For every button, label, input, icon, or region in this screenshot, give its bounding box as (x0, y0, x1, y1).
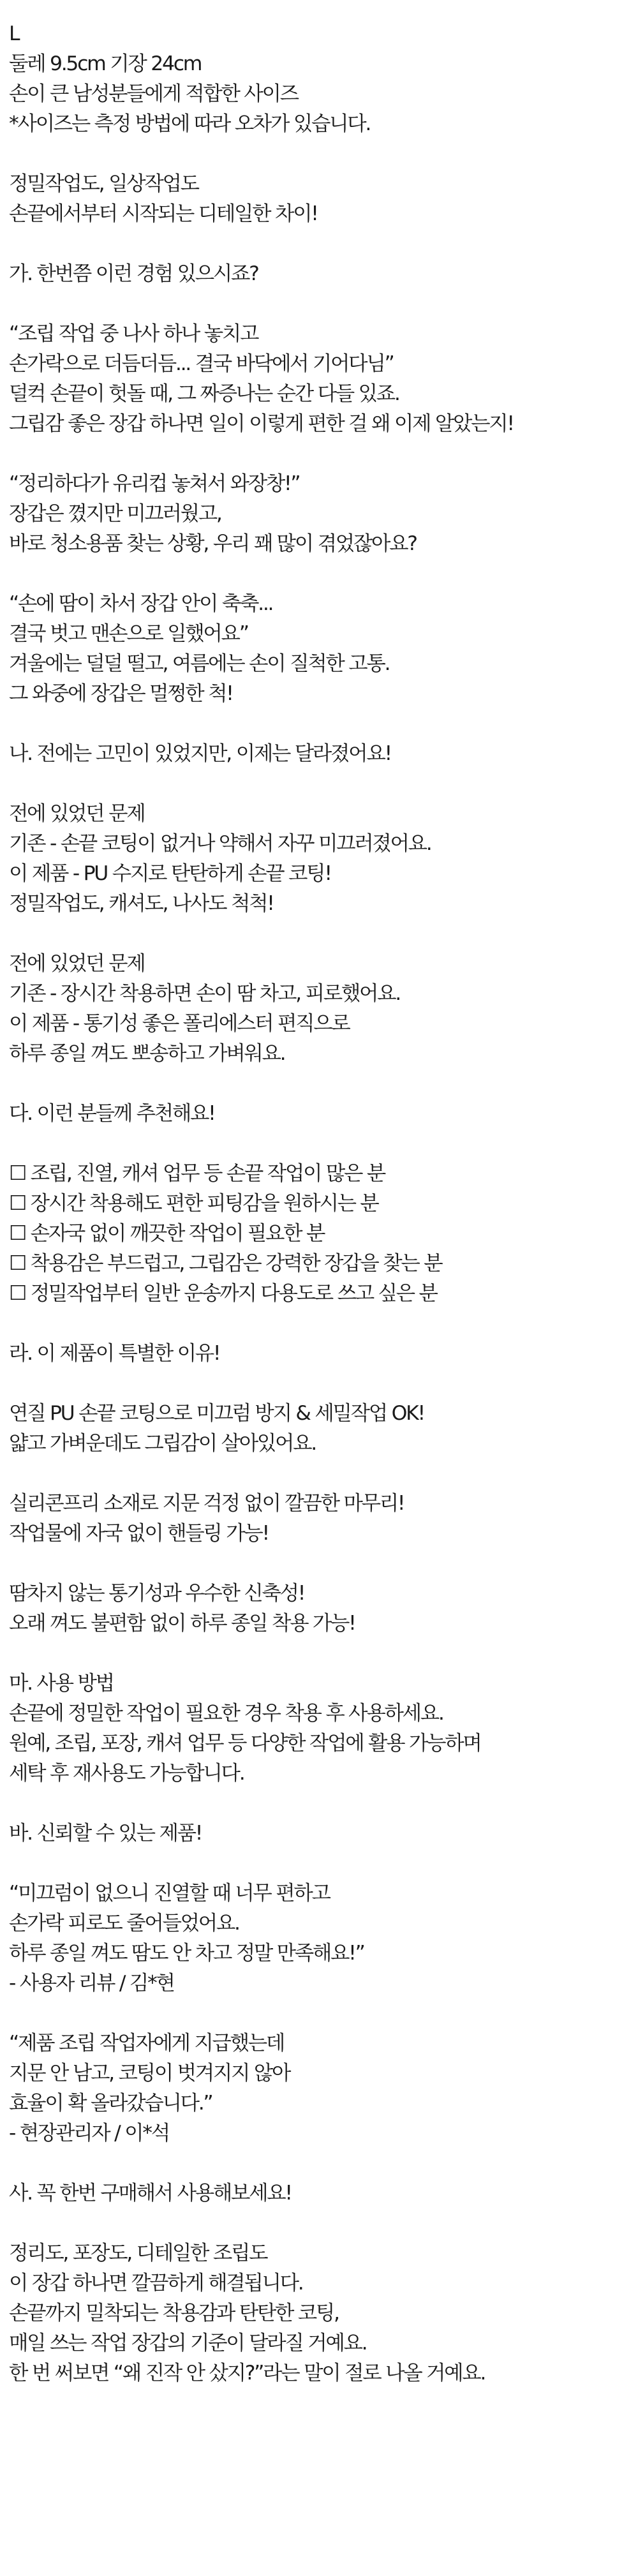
text-paragraph (9, 1159, 638, 1309)
text-paragraph (9, 2238, 638, 2388)
text-line: 한 번 써보면 “왜 진작 안 샀지?”라는 말이 절로 나올 거예요. (9, 2362, 486, 2385)
text-paragraph (9, 949, 638, 1069)
text-paragraph (9, 2029, 638, 2148)
text-line: ☐ 조립, 진열, 캐셔 업무 등 손끝 작업이 많은 분 (9, 1162, 385, 1185)
text-line: 기존 - 손끝 코팅이 없거나 약해서 자꾸 미끄러졌어요. (9, 832, 431, 855)
text-paragraph (9, 1489, 638, 1549)
text-line: ☐ 손자국 없이 깨끗한 작업이 필요한 분 (9, 1222, 325, 1245)
text-line: 바로 청소용품 찾는 상황, 우리 꽤 많이 겪었잖아요? (9, 532, 417, 555)
text-line: ☐ 장시간 착용해도 편한 피팅감을 원하시는 분 (9, 1192, 378, 1215)
text-line: 작업물에 자국 없이 핸들링 가능! (9, 1522, 269, 1545)
text-line: 결국 벗고 맨손으로 일했어요” (9, 622, 248, 645)
text-line: “제품 조립 작업자에게 지급했는데 (9, 2032, 284, 2055)
text-line: 이 장갑 하나면 깔끔하게 해결됩니다. (9, 2272, 303, 2295)
text-line: 이 제품 - 통기성 좋은 폴리에스터 편직으로 (9, 1012, 350, 1035)
text-line: “손에 땀이 차서 장갑 안이 축축... (9, 592, 273, 615)
text-paragraph (9, 1819, 638, 1849)
text-paragraph (9, 589, 638, 709)
text-line: 사. 꼭 한번 구매해서 사용해보세요! (9, 2182, 292, 2205)
text-line: 실리콘프리 소재로 지문 걱정 없이 깔끔한 마무리! (9, 1492, 404, 1515)
text-line: - 사용자 리뷰 / 김*현 (9, 1972, 174, 1995)
text-paragraph (9, 1669, 638, 1789)
text-line: 전에 있었던 문제 (9, 952, 145, 975)
text-line: 오래 껴도 불편함 없이 하루 종일 착용 가능! (9, 1612, 355, 1635)
text-line: 얇고 가벼운데도 그립감이 살아있어요. (9, 1432, 316, 1455)
text-paragraph (9, 469, 638, 559)
text-line: 매일 쓰는 작업 장갑의 기준이 달라질 거예요. (9, 2332, 367, 2355)
text-line: 정리도, 포장도, 디테일한 조립도 (9, 2242, 267, 2265)
text-line: 가. 한번쯤 이런 경험 있으시죠? (9, 262, 258, 285)
text-line: 다. 이런 분들께 추천해요! (9, 1102, 215, 1125)
text-line: 지문 안 남고, 코팅이 벗겨지지 않아 (9, 2062, 290, 2085)
text-paragraph (9, 19, 638, 139)
text-line: ☐ 착용감은 부드럽고, 그립감은 강력한 장갑을 찾는 분 (9, 1252, 442, 1275)
text-line: 원예, 조립, 포장, 캐셔 업무 등 다양한 작업에 활용 가능하며 (9, 1732, 481, 1755)
text-line: 그립감 좋은 장갑 하나면 일이 이렇게 편한 걸 왜 이제 알았는지! (9, 412, 514, 435)
text-line: 덜컥 손끝이 헛돌 때, 그 짜증나는 순간 다들 있죠. (9, 382, 399, 405)
text-line: 그 와중에 장갑은 멀쩡한 척! (9, 682, 233, 705)
text-paragraph (9, 1579, 638, 1639)
text-line: “조립 작업 중 나사 하나 놓치고 (9, 322, 258, 345)
text-line: “미끄럼이 없으니 진열할 때 너무 편하고 (9, 1882, 330, 1905)
text-paragraph (9, 319, 638, 439)
text-line: - 현장관리자 / 이*석 (9, 2122, 169, 2145)
text-line: 장갑은 꼈지만 미끄러웠고, (9, 502, 221, 525)
text-line: 정밀작업도, 일상작업도 (9, 172, 198, 195)
text-line: 마. 사용 방법 (9, 1672, 114, 1695)
text-line: 겨울에는 덜덜 떨고, 여름에는 손이 질척한 고통. (9, 652, 390, 675)
text-line: *사이즈는 측정 방법에 따라 오차가 있습니다. (9, 112, 371, 135)
text-line: 하루 종일 껴도 땀도 안 차고 정말 만족해요!” (9, 1942, 364, 1965)
text-line: 하루 종일 껴도 뽀송하고 가벼워요. (9, 1042, 285, 1065)
text-line: 전에 있었던 문제 (9, 802, 145, 825)
text-line: 정밀작업도, 캐셔도, 나사도 척척! (9, 892, 274, 915)
text-paragraph (9, 1879, 638, 1999)
text-line: 손가락으로 더듬더듬... 결국 바닥에서 기어다님” (9, 352, 394, 375)
text-line: 손가락 피로도 줄어들었어요. (9, 1912, 239, 1935)
text-line: L (9, 22, 19, 45)
text-line: 나. 전에는 고민이 있었지만, 이제는 달라졌어요! (9, 742, 391, 765)
text-paragraph (9, 1399, 638, 1459)
text-paragraph (9, 739, 638, 769)
text-paragraph (9, 169, 638, 229)
text-paragraph (9, 1099, 638, 1129)
text-line: 세탁 후 재사용도 가능합니다. (9, 1762, 244, 1785)
text-line: 연질 PU 손끝 코팅으로 미끄럼 방지 & 세밀작업 OK! (9, 1402, 424, 1425)
text-paragraph (9, 799, 638, 919)
text-line: 바. 신뢰할 수 있는 제품! (9, 1822, 202, 1845)
text-line: 라. 이 제품이 특별한 이유! (9, 1342, 220, 1365)
text-line: 기존 - 장시간 착용하면 손이 땀 차고, 피로했어요. (9, 982, 400, 1005)
text-paragraph (9, 2178, 638, 2208)
text-line: 이 제품 - PU 수지로 탄탄하게 손끝 코팅! (9, 862, 331, 885)
text-line: “정리하다가 유리컵 놓쳐서 와장창!” (9, 472, 300, 495)
text-line: 효율이 확 올라갔습니다.” (9, 2092, 212, 2115)
text-line: 손이 큰 남성분들에게 적합한 사이즈 (9, 82, 298, 105)
text-line: 둘레 9.5cm 기장 24cm (9, 52, 202, 75)
text-line: ☐ 정밀작업부터 일반 운송까지 다용도로 쓰고 싶은 분 (9, 1282, 437, 1305)
text-paragraph (9, 1339, 638, 1369)
text-line: 손끝까지 밀착되는 착용감과 탄탄한 코팅, (9, 2302, 339, 2325)
text-line: 손끝에 정밀한 작업이 필요한 경우 착용 후 사용하세요. (9, 1702, 443, 1725)
text-paragraph (9, 259, 638, 289)
text-line: 손끝에서부터 시작되는 디테일한 차이! (9, 202, 318, 225)
text-line: 땀차지 않는 통기성과 우수한 신축성! (9, 1582, 305, 1605)
